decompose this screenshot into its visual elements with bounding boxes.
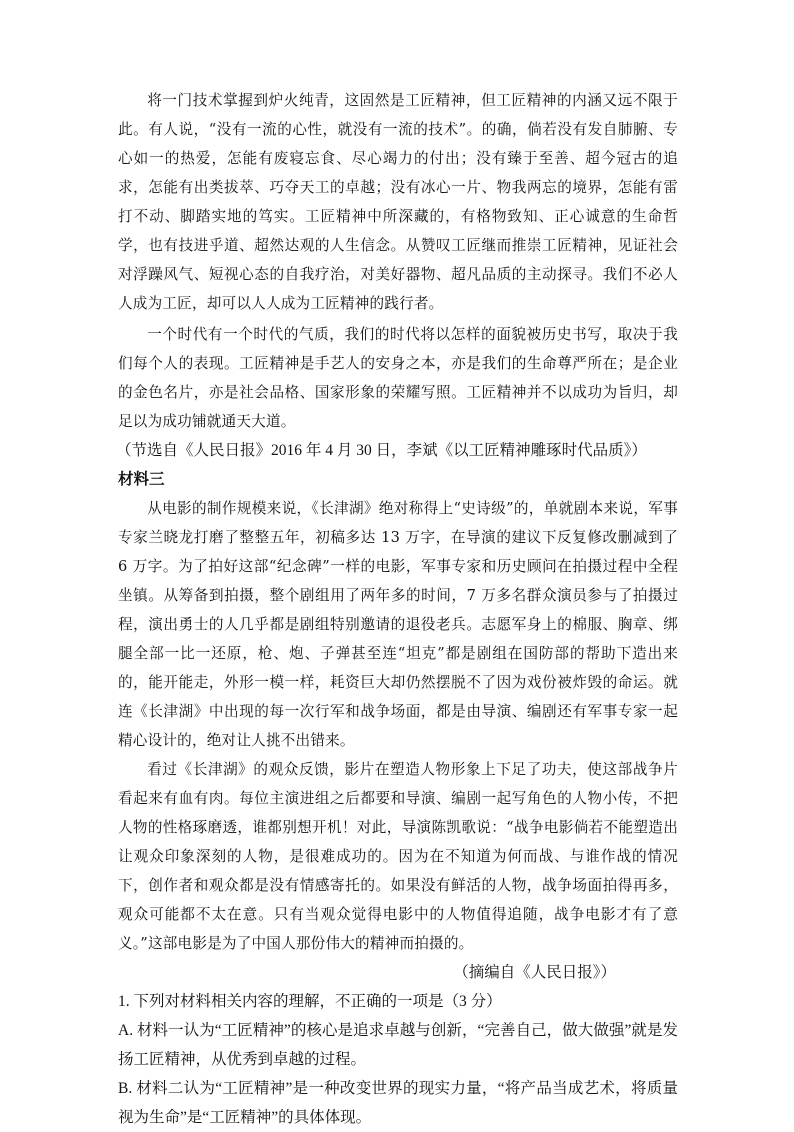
material3-source: （摘编自《人民日报》） xyxy=(453,964,616,981)
material3-paragraph-1: 从电影的制作规模来说，《长津湖》绝对称得上“史诗级”的，单就剧本来说，军事专家兰晓龙打磨了整整五年，初稿多达 13 万字，在导演的建议下反复修改删减到了 6 万字。为了拍好这部“纪念碑”一样的电影，军事专家和历史顾问在拍摄过程中全程坐镇。从筹备到拍摄，整个剧组用了两年多的时间，7 万多名群众演员参与了拍摄过程，演出勇士的人几乎都是剧组特别邀请的退役老兵。志愿军身上的棉服、胸章、绑腿全部一比一还原，枪、炮、子弹甚至连“坦克”都是剧组在国防部的帮助下造出来的，能开能走，外形一模一样，耗资巨大却仍然摆脱不了因为戏份被炸毁的命运。就连《长津湖》中出现的每一次行军和战争场面，都是由导演、编剧还有军事专家一起精心设计的，绝对让人挑不出错来。 xyxy=(118,500,678,749)
question1-stem: 1. 下列对材料相关内容的理解，不正确的一项是（3 分） xyxy=(118,993,502,1010)
material3-heading: 材料三 xyxy=(118,471,165,488)
question1-option-b: B. 材料二认为“工匠精神”是一种改变世界的现实力量，“将产品当成艺术，将质量视为生命”是“工匠精神”的具体体现。 xyxy=(118,1080,678,1126)
material2-source: （节选自《人民日报》2016 年 4 月 30 日，李斌《以工匠精神雕琢时代品质》） xyxy=(116,442,647,459)
question1-option-a: A. 材料一认为“工匠精神”的核心是追求卓越与创新，“完善自己，做大做强”就是发扬工匠精神，从优秀到卓越的过程。 xyxy=(118,1022,678,1068)
material2-paragraph-1: 将一门技术掌握到炉火纯青，这固然是工匠精神，但工匠精神的内涵又远不限于此。有人说，“没有一流的心性，就没有一流的技术”。的确，倘若没有发自肺腑、专心如一的热爱，怎能有废寝忘食、尽心竭力的付出；没有臻于至善、超今冠古的追求，怎能有出类拔萃、巧夺天工的卓越；没有冰心一片、物我两忘的境界，怎能有雷打不动、脚踏实地的笃实。工匠精神中所深藏的，有格物致知、正心诚意的生命哲学，也有技进乎道、超然达观的人生信念。从赞叹工匠继而推崇工匠精神，见证社会对浮躁风气、短视心态的自我疗治，对美好器物、超凡品质的主动探寻。我们不必人人成为工匠，却可以人人成为工匠精神的践行者。 xyxy=(118,92,678,312)
material3-paragraph-2: 看过《长津湖》的观众反馈，影片在塑造人物形象上下足了功夫，使这部战争片看起来有血有肉。每位主演进组之后都要和导演、编剧一起写角色的人物小传，不把人物的性格琢磨透，谁都别想开机！对此，导演陈凯歌说：“战争电影倘若不能塑造出让观众印象深刻的人物，是很难成功的。因为在不知道为何而战、与谁作战的情况下，创作者和观众都是没有情感寄托的。如果没有鲜活的人物，战争场面拍得再多，观众可能都不太在意。只有当观众觉得电影中的人物值得追随，战争电影才有了意义。”这部电影是为了中国人那份伟大的精神而拍摄的。 xyxy=(118,761,678,952)
material2-paragraph-2: 一个时代有一个时代的气质，我们的时代将以怎样的面貌被历史书写，取决于我们每个人的表现。工匠精神是手艺人的安身之本，亦是我们的生命尊严所在；是企业的金色名片，亦是社会品格、国家形象的荣耀写照。工匠精神并不以成功为旨归，却足以为成功铺就通天大道。 xyxy=(118,326,678,430)
document-page xyxy=(118,86,678,1132)
